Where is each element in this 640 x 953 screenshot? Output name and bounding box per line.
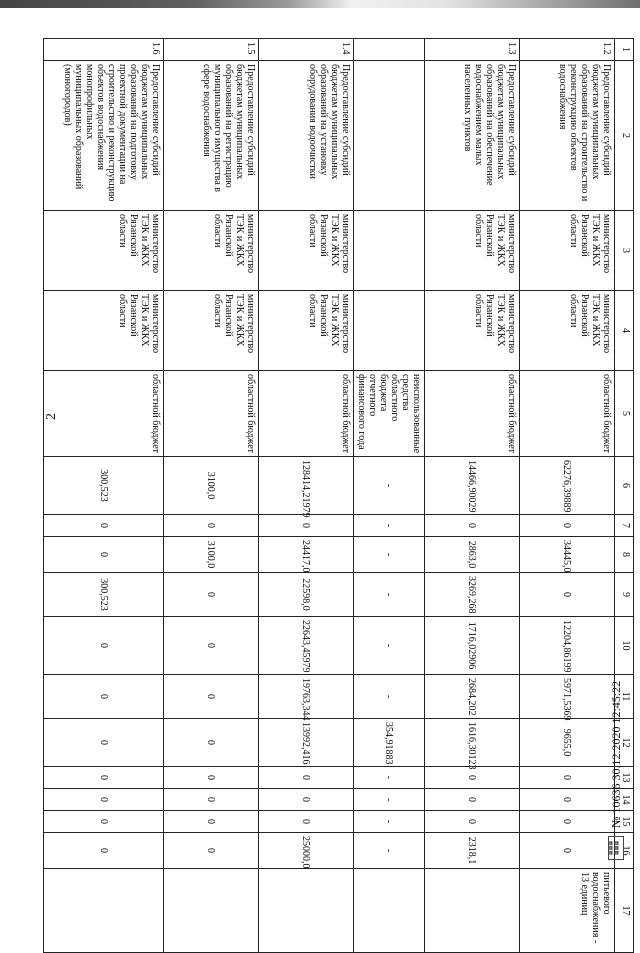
header-cell: 17 xyxy=(615,869,634,953)
table-cell: министерство ТЭК и ЖКХ Рязанской области xyxy=(259,291,354,371)
header-cell: 14 xyxy=(615,789,634,811)
table-cell: 0 xyxy=(259,789,354,811)
table-cell: 0 xyxy=(425,767,520,789)
table-cell: 0 xyxy=(164,811,259,833)
table-cell: - xyxy=(354,457,425,515)
table-cell: 0 xyxy=(164,833,259,869)
header-cell: 11 xyxy=(615,675,634,719)
table-cell: областной бюджет xyxy=(164,371,259,457)
program-table xyxy=(43,38,634,953)
table-cell xyxy=(354,39,425,61)
table-cell: 0 xyxy=(520,515,615,537)
table-cell xyxy=(425,869,520,953)
table-cell: неиспользованные средства областного бюджета отчетного финансового года xyxy=(354,371,425,457)
header-cell: 6 xyxy=(615,457,634,515)
table-cell: областной бюджет xyxy=(259,371,354,457)
table-cell: 0 xyxy=(164,719,259,767)
table-cell: 22598,0 xyxy=(259,573,354,617)
table-cell: министерство ТЭК и ЖКХ Рязанской области xyxy=(425,291,520,371)
doc-footer xyxy=(608,681,624,860)
rotated-table xyxy=(54,38,634,944)
table-row xyxy=(354,39,425,953)
table-cell: 354,91883 xyxy=(354,719,425,767)
table-cell: 0 xyxy=(520,573,615,617)
table-cell: 0 xyxy=(425,515,520,537)
table-cell: министерство ТЭК и ЖКХ Рязанской области xyxy=(44,291,164,371)
table-cell: - xyxy=(354,573,425,617)
table-cell: 0 xyxy=(164,675,259,719)
table-cell: министерство ТЭК и ЖКХ Рязанской области xyxy=(44,211,164,291)
table-cell: 3100,0 xyxy=(164,537,259,573)
table-cell: - xyxy=(354,515,425,537)
table-cell: 0 xyxy=(44,675,164,719)
table-cell: - xyxy=(354,617,425,675)
table-cell xyxy=(354,291,425,371)
table-cell: 0 xyxy=(259,515,354,537)
table-cell: 0 xyxy=(164,573,259,617)
table-row xyxy=(259,39,354,953)
header-cell: 16 xyxy=(615,833,634,869)
header-cell: 2 xyxy=(615,61,634,211)
table-cell: 2863,0 xyxy=(425,537,520,573)
table-cell: - xyxy=(354,789,425,811)
table-cell: Предоставление субсидий бюджетам муниципальных образований на установку оборудования водоочистки xyxy=(259,61,354,211)
table-cell: 62276,39889 xyxy=(520,457,615,515)
table-cell: 0 xyxy=(44,811,164,833)
table-cell: 14466,90029 xyxy=(425,457,520,515)
table-cell: 1616,30123 xyxy=(425,719,520,767)
table-cell: 19763,344 xyxy=(259,675,354,719)
table-cell xyxy=(44,869,164,953)
header-cell: 12 xyxy=(615,719,634,767)
table-cell: - xyxy=(354,811,425,833)
table-cell xyxy=(259,869,354,953)
table-cell: 0 xyxy=(164,617,259,675)
table-cell: 1716,02906 xyxy=(425,617,520,675)
table-cell: - xyxy=(354,833,425,869)
table-cell: 0 xyxy=(44,789,164,811)
header-cell: 15 xyxy=(615,811,634,833)
header-cell: 5 xyxy=(615,371,634,457)
table-cell: питьевого водоснабжения - 13 единиц xyxy=(520,869,615,953)
table-cell: 22643,45979 xyxy=(259,617,354,675)
table-cell: 0 xyxy=(425,811,520,833)
table-cell: 0 xyxy=(44,515,164,537)
table-cell: 0 xyxy=(520,833,615,869)
table-cell: 128414,21979 xyxy=(259,457,354,515)
table-cell: 0 xyxy=(425,789,520,811)
header-cell: 4 xyxy=(615,291,634,371)
table-cell: 0 xyxy=(164,515,259,537)
table-cell: - xyxy=(354,675,425,719)
header-cell: 1 xyxy=(615,39,634,61)
table-cell: 0 xyxy=(520,767,615,789)
table-cell: 2684,202 xyxy=(425,675,520,719)
table-cell: 34445,0 xyxy=(520,537,615,573)
table-cell: 0 xyxy=(44,617,164,675)
table-cell: Предоставление субсидий бюджетам муниципальных образований на подготовку проектной документации на строительство и реконструкцию объектов водоснабжения монопрофильных муниципальных образований (моногородов) xyxy=(44,61,164,211)
table-cell: 1.2 xyxy=(520,39,615,61)
table-cell: 300,523 xyxy=(44,573,164,617)
table-cell xyxy=(354,869,425,953)
table-cell: 25000,0 xyxy=(259,833,354,869)
table-cell: 12204,86199 xyxy=(520,617,615,675)
table-cell: 0 xyxy=(44,833,164,869)
table-cell: 5971,5369 xyxy=(520,675,615,719)
table-cell: министерство ТЭК и ЖКХ Рязанской области xyxy=(425,211,520,291)
table-cell: 0 xyxy=(164,789,259,811)
doc-number: № 10636 30.12.2020 12:45:22 xyxy=(608,680,623,828)
table-cell: министерство ТЭК и ЖКХ Рязанской области xyxy=(520,211,615,291)
table-cell: 3269,268 xyxy=(425,573,520,617)
table-cell: 1.3 xyxy=(425,39,520,61)
table-cell: 0 xyxy=(44,537,164,573)
header-cell: 10 xyxy=(615,617,634,675)
table-row xyxy=(164,39,259,953)
table-cell: 24417,0 xyxy=(259,537,354,573)
table-cell: 2318,1 xyxy=(425,833,520,869)
scan-top-edge xyxy=(0,0,640,8)
header-cell: 8 xyxy=(615,537,634,573)
table-cell: 0 xyxy=(520,789,615,811)
table-cell xyxy=(354,61,425,211)
table-cell xyxy=(354,211,425,291)
table-cell: министерство ТЭК и ЖКХ Рязанской области xyxy=(164,211,259,291)
header-cell: 13 xyxy=(615,767,634,789)
table-row xyxy=(520,39,615,953)
table-cell: - xyxy=(354,767,425,789)
table-cell: областной бюджет xyxy=(425,371,520,457)
table-cell: министерство ТЭК и ЖКХ Рязанской области xyxy=(520,291,615,371)
page-number: 2 xyxy=(44,413,59,420)
table-cell: Предоставление субсидий бюджетам муниципальных образований на обеспечение водоснабжением малых населенных пунктов xyxy=(425,61,520,211)
table-cell: министерство ТЭК и ЖКХ Рязанской области xyxy=(259,211,354,291)
header-cell: 9 xyxy=(615,573,634,617)
table-cell: - xyxy=(354,537,425,573)
table-cell: 0 xyxy=(520,811,615,833)
table-cell: 3100,0 xyxy=(164,457,259,515)
header-cell: 3 xyxy=(615,211,634,291)
table-cell: Предоставление субсидий бюджетам муниципальных образований на строительство и реконструкцию объектов водоснабжения xyxy=(520,61,615,211)
table-cell: 0 xyxy=(164,767,259,789)
table-area xyxy=(54,38,634,944)
table-cell: 300,523 xyxy=(44,457,164,515)
table-cell: 1.5 xyxy=(164,39,259,61)
table-row xyxy=(425,39,520,953)
table-row xyxy=(44,39,164,953)
table-cell: 0 xyxy=(259,811,354,833)
table-cell: областной бюджет xyxy=(520,371,615,457)
table-cell: 9655,0 xyxy=(520,719,615,767)
table-cell: 1.4 xyxy=(259,39,354,61)
table-cell: Предоставление субсидий бюджетам муниципальных образований на регистрацию муниципального имущества в сфере водоснабжения xyxy=(164,61,259,211)
table-cell: 0 xyxy=(44,767,164,789)
table-cell: 13992,416 xyxy=(259,719,354,767)
table-cell xyxy=(164,869,259,953)
table-cell: министерство ТЭК и ЖКХ Рязанской области xyxy=(164,291,259,371)
header-cell: 7 xyxy=(615,515,634,537)
table-cell: 0 xyxy=(259,767,354,789)
gov-seal-icon: ▦▦▦ ▦▦▦ xyxy=(608,836,624,860)
table-cell: 0 xyxy=(44,719,164,767)
table-cell: 1.6 xyxy=(44,39,164,61)
table-cell: областной бюджет xyxy=(44,371,164,457)
